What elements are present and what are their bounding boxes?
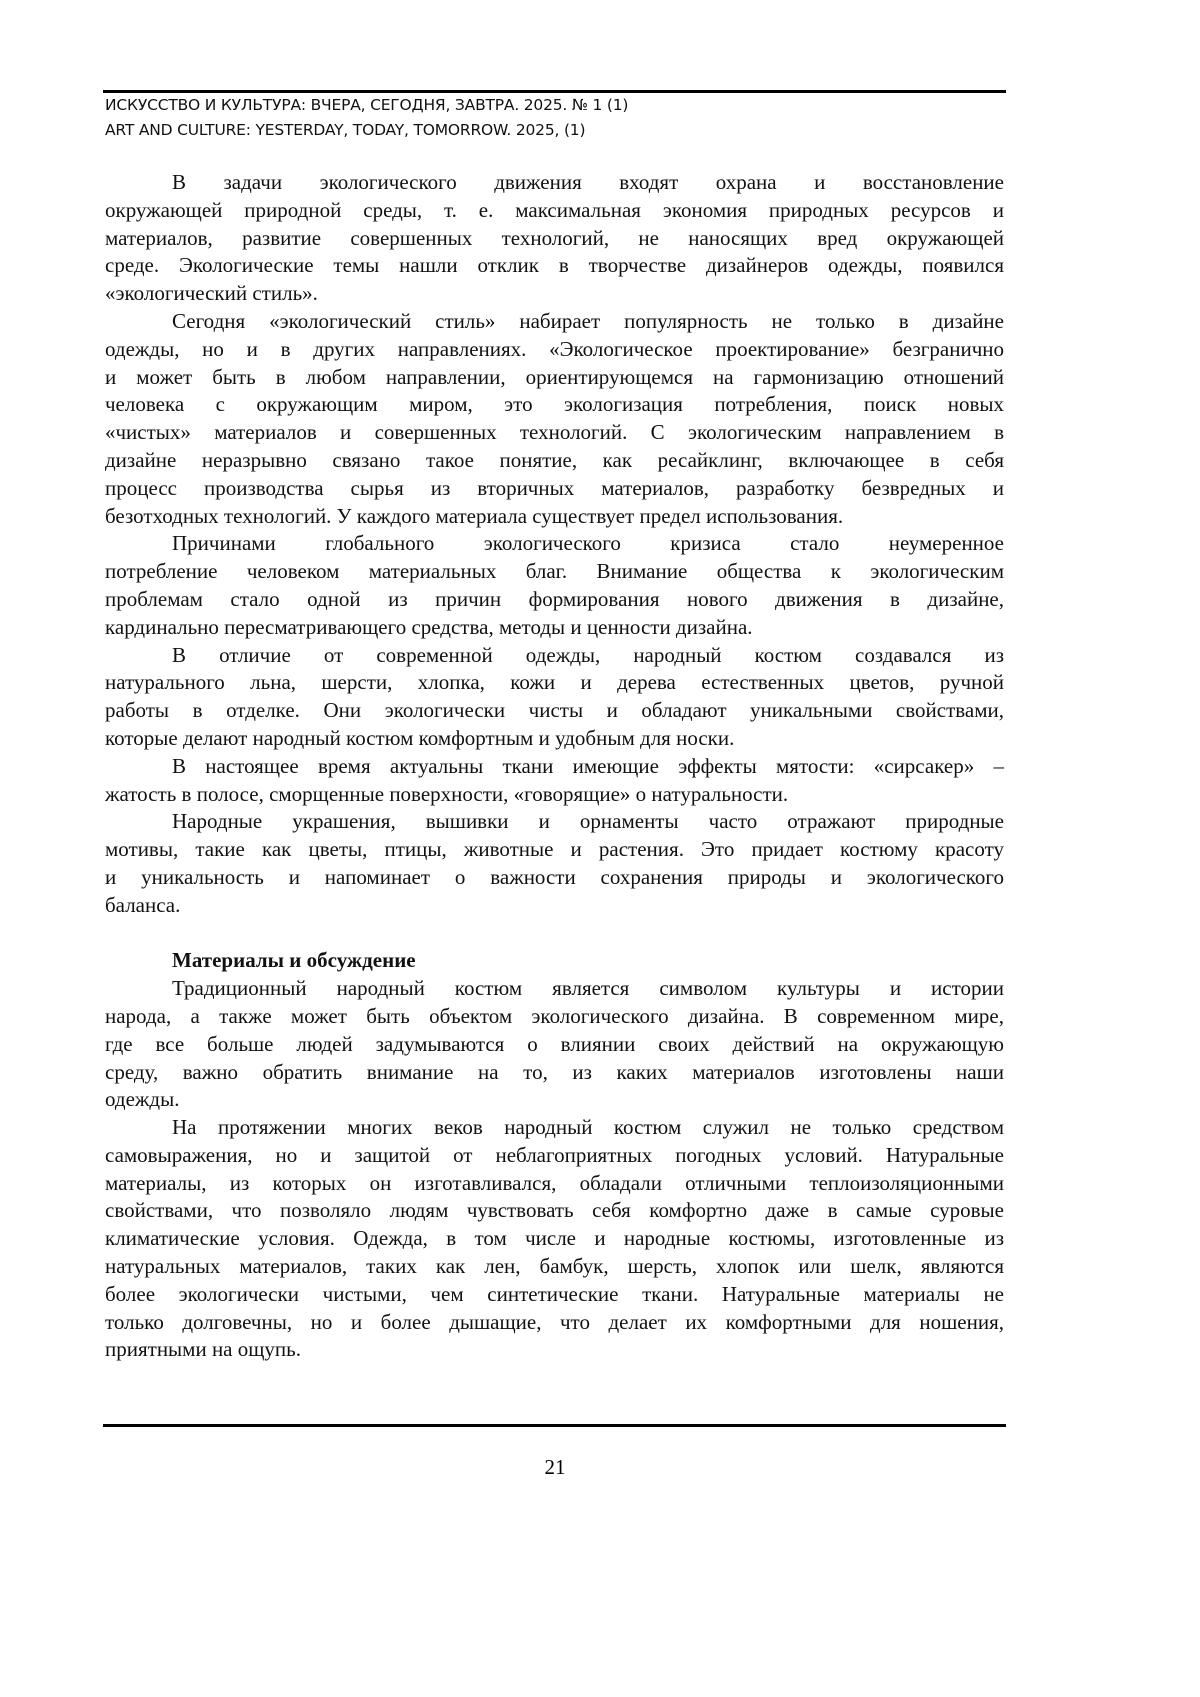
text-line: самовыражения, но и защитой от неблагоприятных погодных условий. Натуральные [105,1142,1004,1170]
text-line: среду, важно обратить внимание на то, из каких материалов изготовлены наши [105,1059,1004,1087]
text-line: материалы, из которых он изготавливался, обладали отличными теплоизоляционными [105,1170,1004,1198]
paragraph [105,642,1004,753]
text-line: более экологически чистыми, чем синтетические ткани. Натуральные материалы не [105,1281,1004,1309]
paragraph [105,169,1004,308]
text-line: «экологический стиль». [105,280,1004,308]
text-line: На протяжении многих веков народный костюм служил не только средством [105,1114,1004,1142]
text-line: Причинами глобального экологического кризиса стало неумеренное [105,530,1004,558]
text-line: Традиционный народный костюм является символом культуры и истории [105,975,1004,1003]
text-line: «чистых» материалов и совершенных технологий. С экологическим направлением в [105,419,1004,447]
text-line: и может быть в любом направлении, ориентирующемся на гармонизацию отношений [105,364,1004,392]
text-line: натуральных материалов, таких как лен, бамбук, шерсть, хлопок или шелк, являются [105,1253,1004,1281]
page-number: 21 [0,1455,1110,1480]
text-line: Народные украшения, вышивки и орнаменты часто отражают природные [105,808,1004,836]
paragraph [105,808,1004,919]
section-heading: Материалы и обсуждение [105,947,1004,975]
text-line: одежды. [105,1086,1004,1114]
text-line: безотходных технологий. У каждого материала существует предел использования. [105,503,1004,531]
text-line: процесс производства сырья из вторичных материалов, разработку безвредных и [105,475,1004,503]
text-line: только долговечны, но и более дышащие, что делает их комфортными для ношения, [105,1309,1004,1337]
text-line: одежды, но и в других направлениях. «Экологическое проектирование» безгранично [105,336,1004,364]
text-line: потребление человеком материальных благ. Внимание общества к экологическим [105,558,1004,586]
text-line: где все больше людей задумываются о влиянии своих действий на окружающую [105,1031,1004,1059]
text-line: мотивы, такие как цветы, птицы, животные и растения. Это придает костюму красоту [105,836,1004,864]
paragraph [105,975,1004,1114]
text-line: которые делают народный костюм комфортным и удобным для носки. [105,725,1004,753]
article-body [105,169,1004,1364]
text-line: Сегодня «экологический стиль» набирает популярность не только в дизайне [105,308,1004,336]
text-line: жатость в полосе, сморщенные поверхности, «говорящие» о натуральности. [105,781,1004,809]
text-line: народа, а также может быть объектом экологического дизайна. В современном мире, [105,1003,1004,1031]
text-line: материалов, развитие совершенных технологий, не наносящих вред окружающей [105,225,1004,253]
text-line: В отличие от современной одежды, народный костюм создавался из [105,642,1004,670]
blank-line [105,920,1004,948]
text-line: В задачи экологического движения входят охрана и восстановление [105,169,1004,197]
text-line: приятными на ощупь. [105,1336,1004,1364]
running-header [105,93,628,143]
text-line: кардинально пересматривающего средства, методы и ценности дизайна. [105,614,1004,642]
header-ru: ИСКУССТВО И КУЛЬТУРА: ВЧЕРА, СЕГОДНЯ, ЗАВТРА. 2025. № 1 (1) [105,93,628,118]
text-line: баланса. [105,892,1004,920]
footer-rule [103,1424,1006,1427]
text-line: человека с окружающим миром, это экологизация потребления, поиск новых [105,391,1004,419]
text-line: проблемам стало одной из причин формирования нового движения в дизайне, [105,586,1004,614]
paragraph [105,753,1004,809]
text-line: дизайне неразрывно связано такое понятие, как ресайклинг, включающее в себя [105,447,1004,475]
text-line: свойствами, что позволяло людям чувствовать себя комфортно даже в самые суровые [105,1197,1004,1225]
paragraph [105,530,1004,641]
text-line: и уникальность и напоминает о важности сохранения природы и экологического [105,864,1004,892]
header-en: ART AND CULTURE: YESTERDAY, TODAY, TOMORROW. 2025, (1) [105,118,628,143]
text-line: среде. Экологические темы нашли отклик в творчестве дизайнеров одежды, появился [105,252,1004,280]
paragraph [105,308,1004,530]
text-line: натурального льна, шерсти, хлопка, кожи и дерева естественных цветов, ручной [105,669,1004,697]
text-line: В настоящее время актуальны ткани имеющие эффекты мятости: «сирсакер» – [105,753,1004,781]
text-line: окружающей природной среды, т. е. максимальная экономия природных ресурсов и [105,197,1004,225]
text-line: климатические условия. Одежда, в том числе и народные костюмы, изготовленные из [105,1225,1004,1253]
paragraph [105,1114,1004,1364]
text-line: работы в отделке. Они экологически чисты и обладают уникальными свойствами, [105,697,1004,725]
